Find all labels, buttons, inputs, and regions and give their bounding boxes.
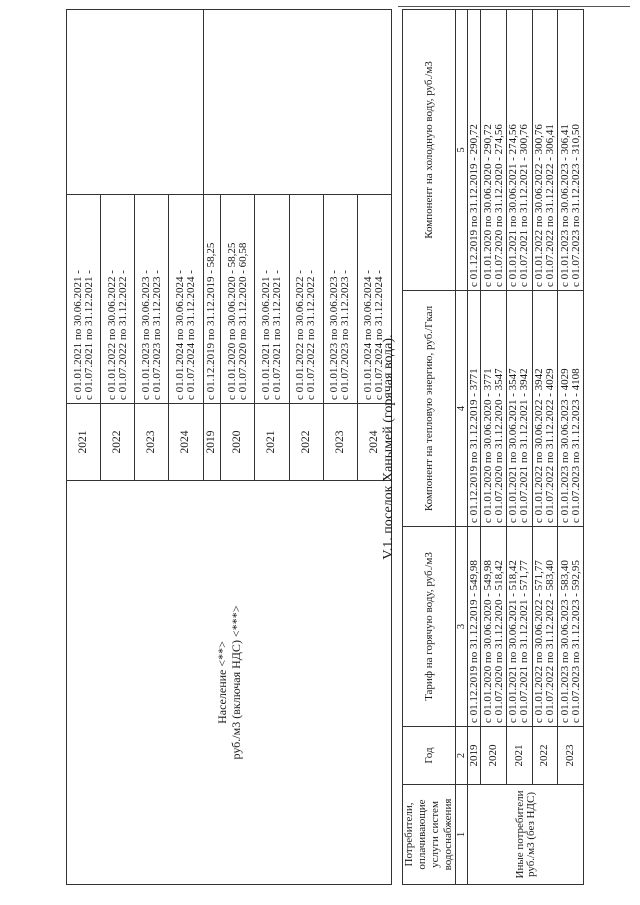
column-number: 2	[456, 727, 468, 785]
header-tariff: Тариф на горячую воду, руб./м3	[403, 527, 456, 727]
period-line: с 01.12.2019 по 31.12.2019 - 290,72	[467, 124, 480, 287]
cold-cell	[481, 10, 507, 291]
tariff-cell	[532, 527, 558, 727]
thermal-cell	[507, 291, 533, 527]
period-cell	[135, 195, 169, 404]
year-cell: 2020	[221, 404, 255, 481]
tariff-cell	[481, 527, 507, 727]
period-line: с 01.07.2023 по 31.12.2023 -	[339, 270, 352, 400]
period-line: с 01.07.2023 по 31.12.2023 - 4108	[569, 368, 582, 523]
period-line: с 01.01.2022 по 30.06.2022 - 300,76	[532, 124, 545, 287]
period-cell	[169, 195, 203, 404]
year-cell: 2024	[357, 404, 391, 481]
period-line: с 01.01.2023 по 30.06.2023 - 4029	[558, 368, 571, 523]
thermal-cell	[532, 291, 558, 527]
empty-area	[67, 10, 204, 195]
year-cell: 2022	[101, 404, 135, 481]
year-cell: 2019	[203, 404, 221, 481]
header-consumers: Потребители, оплачивающие услуги систем водоснабжения	[403, 785, 456, 885]
period-line: с 01.07.2023 по 31.12.2023 - 310,50	[569, 124, 582, 287]
period-line: с 01.07.2020 по 31.12.2020 - 518,42	[492, 560, 505, 723]
period-line: с 01.12.2019 по 31.12.2019 - 3771	[467, 368, 480, 523]
column-number-row	[456, 10, 468, 885]
period-line: с 01.07.2020 по 31.12.2020 - 60,58	[236, 242, 249, 400]
tariff-cell	[507, 527, 533, 727]
header-year: Год	[403, 727, 456, 785]
table-row	[468, 10, 481, 885]
header-row	[403, 10, 456, 885]
period-line: с 01.01.2021 по 30.06.2021 - 274,56	[507, 124, 520, 287]
period-line: с 01.07.2020 по 31.12.2020 - 3547	[492, 368, 505, 523]
population-tariff-table	[66, 9, 392, 885]
period-line: с 01.01.2021 по 30.06.2021 - 3547	[507, 368, 520, 523]
table-row	[532, 10, 558, 885]
header-cold: Компонент на холодную воду, руб./м3	[403, 10, 456, 291]
period-line: с 01.07.2021 по 31.12.2021 - 300,76	[518, 124, 531, 287]
cold-cell	[468, 10, 481, 291]
period-cell	[221, 195, 255, 404]
period-line: с 01.01.2021 по 30.06.2021 -	[259, 270, 272, 400]
period-line: с 01.07.2022 по 31.12.2022 -	[305, 270, 318, 400]
column-number: 1	[456, 785, 468, 885]
column-number: 4	[456, 291, 468, 527]
period-line: с 01.01.2021 по 30.06.2021 -	[71, 270, 84, 400]
cold-cell	[558, 10, 584, 291]
period-line: с 01.01.2022 по 30.06.2022 - 571,77	[532, 560, 545, 723]
group-label-line1: Население <**>	[215, 641, 229, 724]
period-line: с 01.01.2021 по 30.06.2021 - 518,42	[507, 560, 520, 723]
period-line: с 01.01.2023 по 30.06.2023 -	[328, 270, 341, 400]
period-cell	[323, 195, 357, 404]
period-cell	[289, 195, 323, 404]
period-line: с 01.07.2021 по 31.12.2021 -	[82, 270, 95, 400]
column-number: 3	[456, 527, 468, 727]
period-line: с 01.01.2022 по 30.06.2022 -	[105, 270, 118, 400]
period-line: с 01.07.2021 по 31.12.2021 -	[270, 270, 283, 400]
period-line: с 01.07.2024 по 31.12.2024 -	[184, 270, 197, 400]
thermal-cell	[468, 291, 481, 527]
period-line: с 01.01.2020 по 30.06.2020 - 549,98	[481, 560, 494, 723]
period-line: с 01.07.2022 по 31.12.2022 - 583,40	[543, 560, 556, 723]
year-cell: 2022	[289, 404, 323, 481]
period-line: с 01.12.2019 по 31.12.2019 - 549,98	[467, 560, 480, 723]
period-line: с 01.01.2020 по 30.06.2020 - 58,25	[225, 242, 238, 400]
thermal-cell	[481, 291, 507, 527]
period-cell	[101, 195, 135, 404]
period-line: с 01.07.2021 по 31.12.2021 - 571,77	[518, 560, 531, 723]
year-cell: 2023	[135, 404, 169, 481]
thermal-cell	[558, 291, 584, 527]
period-line: с 01.07.2023 по 31.12.2023 - 592,95	[569, 560, 582, 723]
cold-cell	[507, 10, 533, 291]
period-line: с 01.07.2022 по 31.12.2022 -	[116, 270, 129, 400]
period-line: с 01.07.2024 по 31.12.2024 -	[373, 270, 386, 400]
cold-cell	[532, 10, 558, 291]
year-cell: 2020	[481, 727, 507, 785]
period-line: с 01.01.2022 по 30.06.2022 - 3942	[532, 368, 545, 523]
year-cell: 2022	[532, 727, 558, 785]
period-line: с 01.01.2023 по 30.06.2023 - 306,41	[558, 124, 571, 287]
tariff-cell	[468, 527, 481, 727]
group-label	[67, 481, 392, 885]
period-line: с 01.01.2024 по 30.06.2024 -	[173, 270, 186, 400]
period-line: с 01.01.2020 по 30.06.2020 - 3771	[481, 368, 494, 523]
table-row	[67, 10, 101, 885]
period-line: с 01.01.2023 по 30.06.2023 - 583,40	[558, 560, 571, 723]
period-line: с 01.07.2020 по 31.12.2020 - 274,56	[492, 124, 505, 287]
year-cell: 2019	[468, 727, 481, 785]
period-line: с 01.07.2023 по 31.12.2023 -	[150, 270, 163, 400]
period-line: с 01.01.2024 по 30.06.2024 -	[362, 270, 375, 400]
tariff-cell	[558, 527, 584, 727]
year-cell: 2021	[255, 404, 289, 481]
period-line: с 01.07.2021 по 31.12.2021 - 3942	[518, 368, 531, 523]
group-label-line2: руб./м3 (включая НДС) <***>	[229, 605, 243, 760]
period-line: с 01.01.2020 по 30.06.2020 - 290,72	[481, 124, 494, 287]
table-row	[481, 10, 507, 885]
empty-area	[203, 10, 392, 195]
period-cell	[255, 195, 289, 404]
column-number: 5	[456, 10, 468, 291]
year-cell: 2024	[169, 404, 203, 481]
year-cell: 2023	[558, 727, 584, 785]
table-row	[507, 10, 533, 885]
section-title: V.1. поселок Ханымей (горячая вода).	[381, 334, 396, 560]
period-line: с 01.07.2022 по 31.12.2022 - 306,41	[543, 124, 556, 287]
period-line: с 01.12.2019 по 31.12.2019 - 58,25	[205, 242, 218, 400]
table-row	[558, 10, 584, 885]
period-line: с 01.07.2022 по 31.12.2022 - 4029	[543, 368, 556, 523]
year-cell: 2021	[507, 727, 533, 785]
period-cell	[67, 195, 101, 404]
year-cell: 2023	[323, 404, 357, 481]
period-cell	[203, 195, 221, 404]
hot-water-tariff-table	[402, 9, 584, 885]
header-thermal: Компонент на тепловую энергию, руб./Гкал	[403, 291, 456, 527]
period-line: с 01.01.2022 по 30.06.2022 -	[294, 270, 307, 400]
year-cell: 2021	[67, 404, 101, 481]
consumer-group-cell: Иные потребители руб./м3 (без НДС)	[468, 785, 584, 885]
period-line: с 01.01.2023 по 30.06.2023 -	[139, 270, 152, 400]
